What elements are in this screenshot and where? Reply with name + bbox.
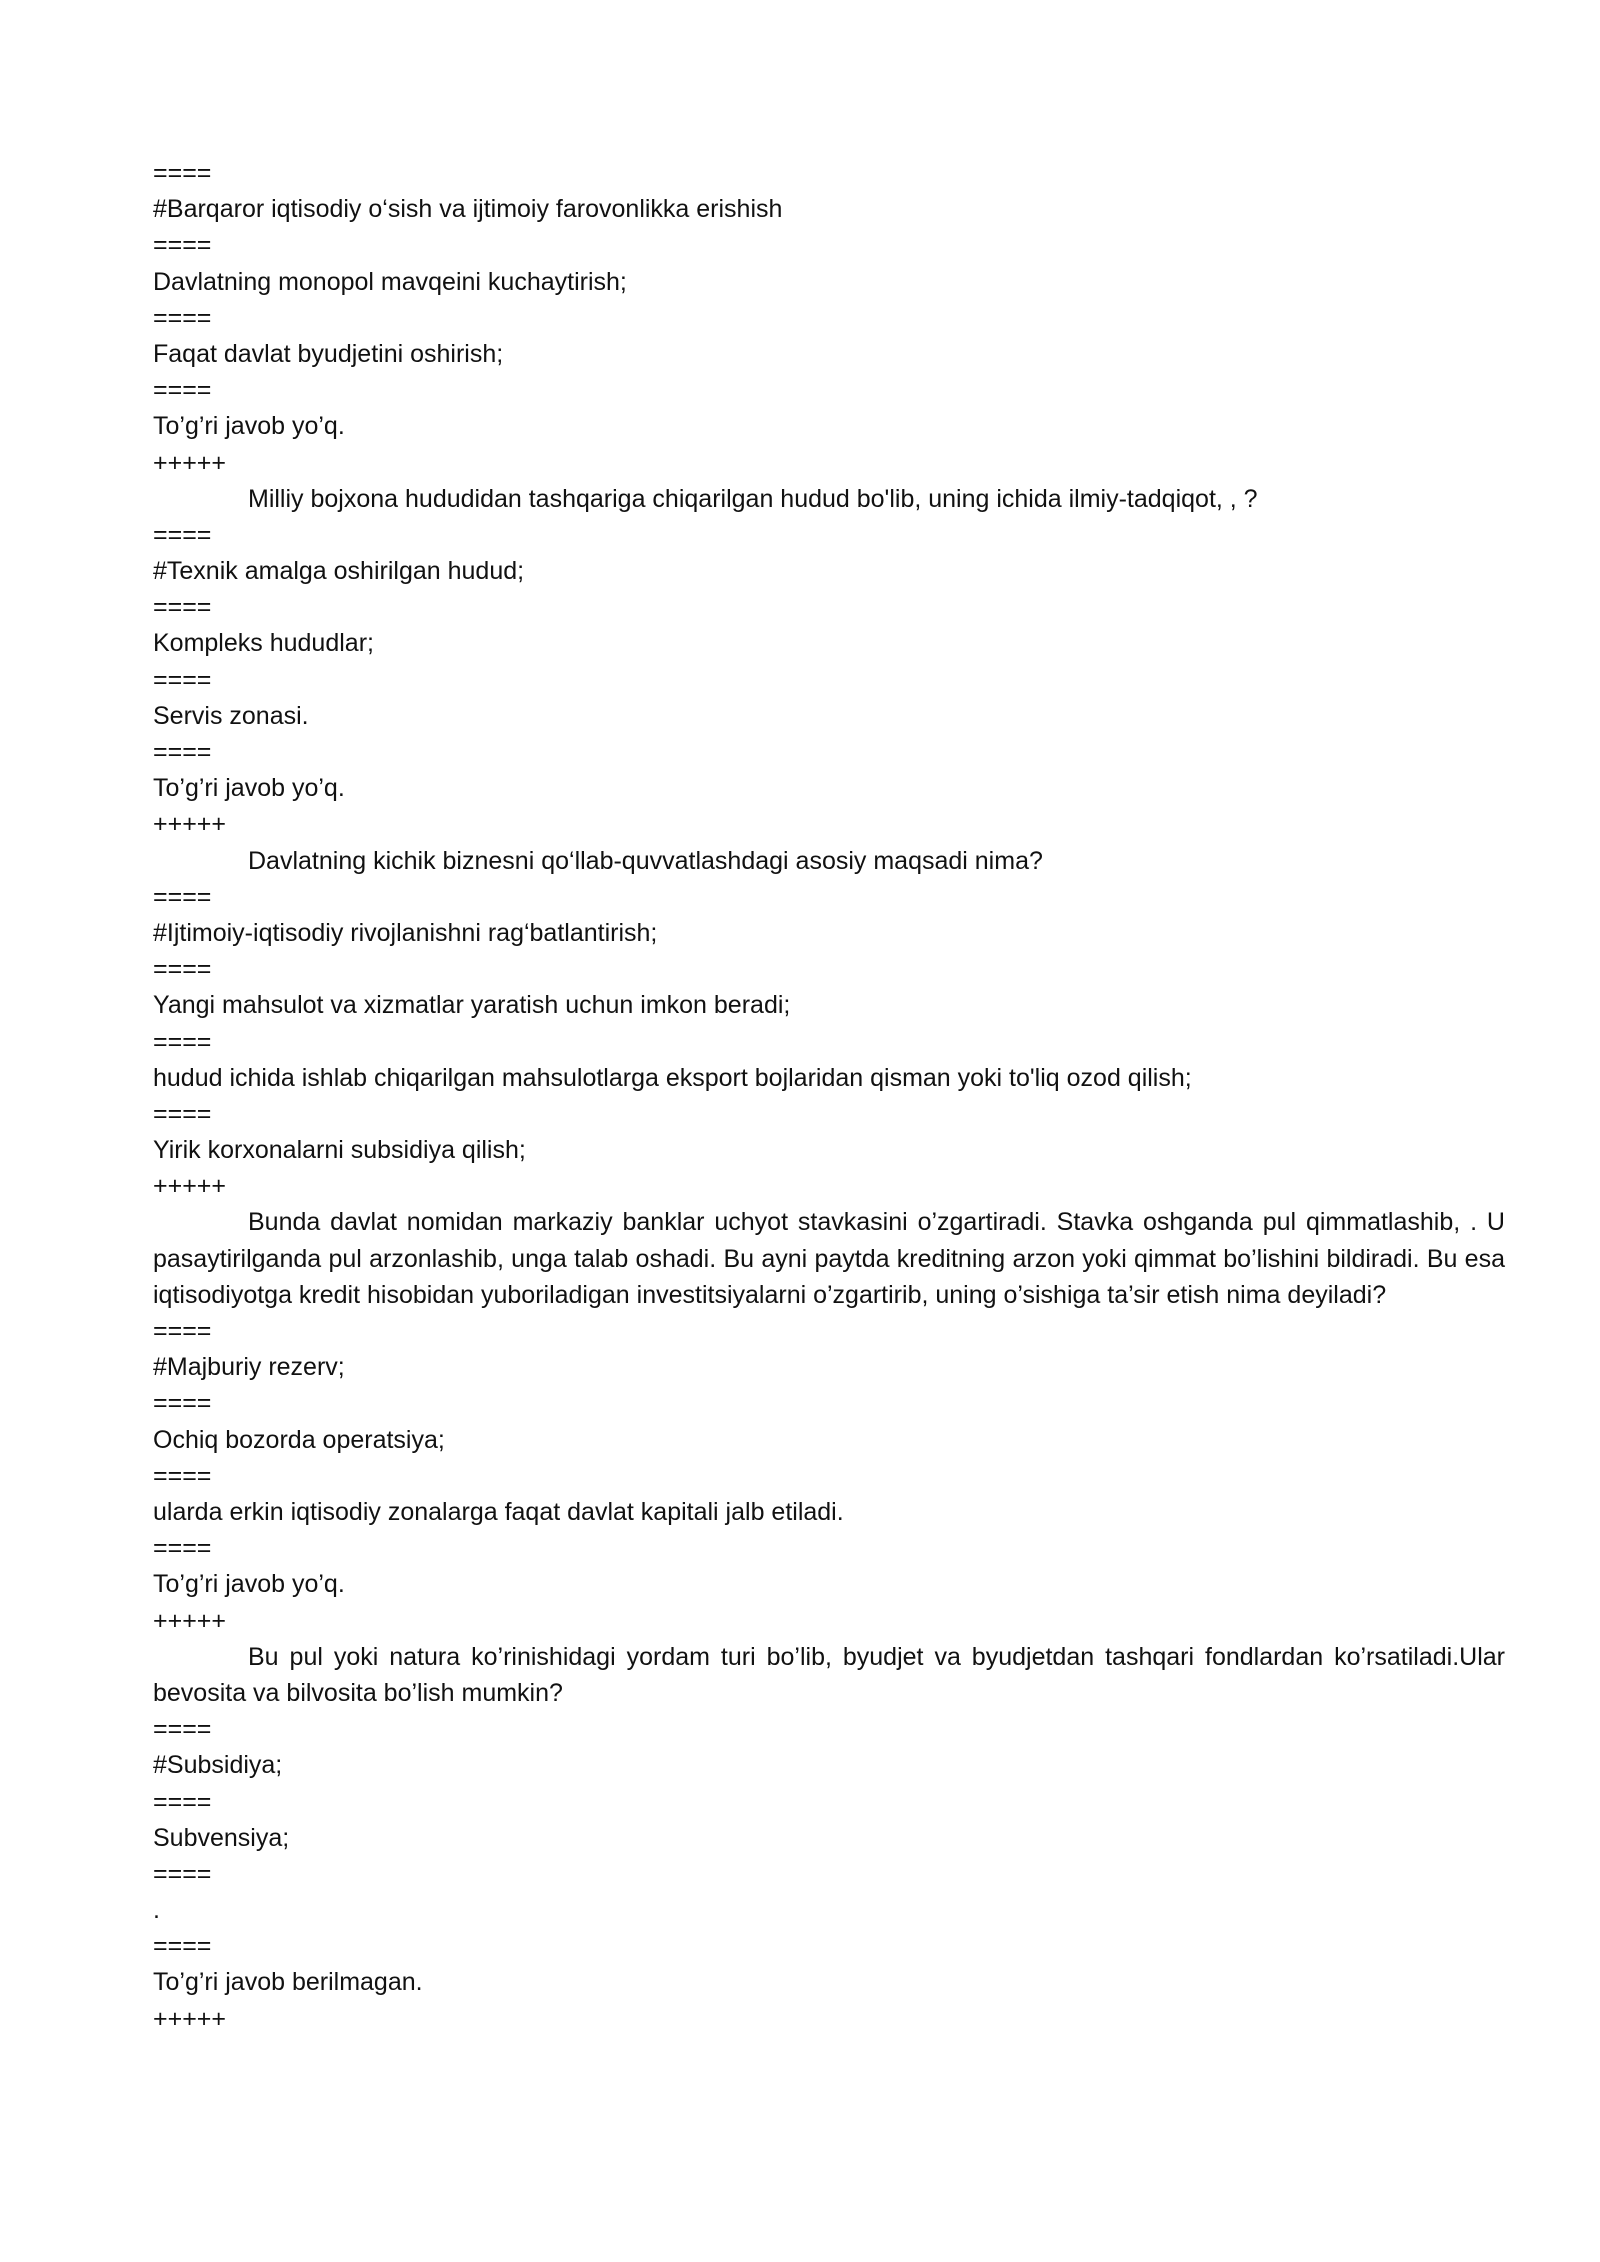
option-separator: ====: [153, 1099, 212, 1128]
question-text: Davlatning kichik biznesni qo‘llab-quvvatlashdagi asosiy maqsadi nima?: [248, 846, 1043, 875]
question-separator: +++++: [153, 448, 226, 477]
option-separator: ====: [153, 1317, 212, 1346]
correct-answer-option: #Ijtimoiy-iqtisodiy rivojlanishni rag‘batlantirish;: [153, 918, 658, 947]
answer-option: To’g’ri javob yo’q.: [153, 412, 345, 441]
answer-option: To’g’ri javob yo’q.: [153, 1570, 345, 1599]
answer-option: Subvensiya;: [153, 1823, 290, 1852]
question-text: Milliy bojxona hududidan tashqariga chiqarilgan hudud bo'lib, uning ichida ilmiy-tadqiqot, , ?: [248, 484, 1258, 513]
answer-option: Faqat davlat byudjetini oshirish;: [153, 339, 504, 368]
answer-option: To’g’ri javob berilmagan.: [153, 1968, 423, 1997]
correct-answer-option: #Texnik amalga oshirilgan hudud;: [153, 557, 525, 586]
document-body: [153, 155, 1505, 2037]
option-separator: ====: [153, 376, 212, 405]
option-separator: ====: [153, 665, 212, 694]
answer-option: Yirik korxonalarni subsidiya qilish;: [153, 1136, 526, 1165]
answer-option: Ochiq bozorda operatsiya;: [153, 1425, 445, 1454]
option-separator: ====: [153, 882, 212, 911]
option-separator: ====: [153, 1534, 212, 1563]
question-text: Bu pul yoki natura ko’rinishidagi yordam turi bo’lib, byudjet va byudjetdan tashqari fondlardan ko’rsatiladi.Ular bevosita va bilvosita bo’lish mumkin?: [153, 1642, 1505, 1707]
correct-answer-option: #Barqaror iqtisodiy o‘sish va ijtimoiy farovonlikka erishish: [153, 195, 783, 224]
question-separator: +++++: [153, 2004, 226, 2033]
answer-option: Davlatning monopol mavqeini kuchaytirish;: [153, 267, 627, 296]
question-separator: +++++: [153, 810, 226, 839]
correct-answer-option: #Majburiy rezerv;: [153, 1353, 345, 1382]
option-separator: ====: [153, 159, 212, 187]
option-separator: ====: [153, 1859, 212, 1888]
answer-option: Kompleks hududlar;: [153, 629, 374, 658]
option-separator: ====: [153, 593, 212, 622]
option-separator: ====: [153, 1461, 212, 1490]
option-separator: ====: [153, 303, 212, 332]
question-text: Bunda davlat nomidan markaziy banklar uchyot stavkasini o’zgartiradi. Stavka oshganda pul qimmatlashib, . U pasaytirilganda pul arzonlashib, unga talab oshadi. Bu ayni paytda kreditning arzon yoki qimmat bo’lishini bildiradi. Bu esa iqtisodiyotga kredit hisobidan yuboriladigan investitsiyalarni o’zgartirib, uning o’sishiga ta’sir etish nima deyiladi?: [153, 1208, 1505, 1309]
answer-option: hudud ichida ishlab chiqarilgan mahsulotlarga eksport bojlaridan qisman yoki to'liq ozod qilish;: [153, 1063, 1192, 1092]
answer-option: ularda erkin iqtisodiy zonalarga faqat davlat kapitali jalb etiladi.: [153, 1497, 844, 1526]
option-separator: ====: [153, 231, 212, 260]
answer-option: .: [153, 1896, 160, 1925]
option-separator: ====: [153, 1027, 212, 1056]
option-separator: ====: [153, 1932, 212, 1961]
option-separator: ====: [153, 520, 212, 549]
option-separator: ====: [153, 1715, 212, 1744]
option-separator: ====: [153, 1389, 212, 1418]
option-separator: ====: [153, 955, 212, 984]
option-separator: ====: [153, 1787, 212, 1816]
answer-option: Servis zonasi.: [153, 701, 309, 730]
option-separator: ====: [153, 738, 212, 766]
question-separator: +++++: [153, 1606, 226, 1635]
answer-option: To’g’ri javob yo’q.: [153, 774, 345, 803]
question-separator: +++++: [153, 1172, 226, 1201]
answer-option: Yangi mahsulot va xizmatlar yaratish uchun imkon beradi;: [153, 991, 791, 1020]
correct-answer-option: #Subsidiya;: [153, 1751, 283, 1780]
